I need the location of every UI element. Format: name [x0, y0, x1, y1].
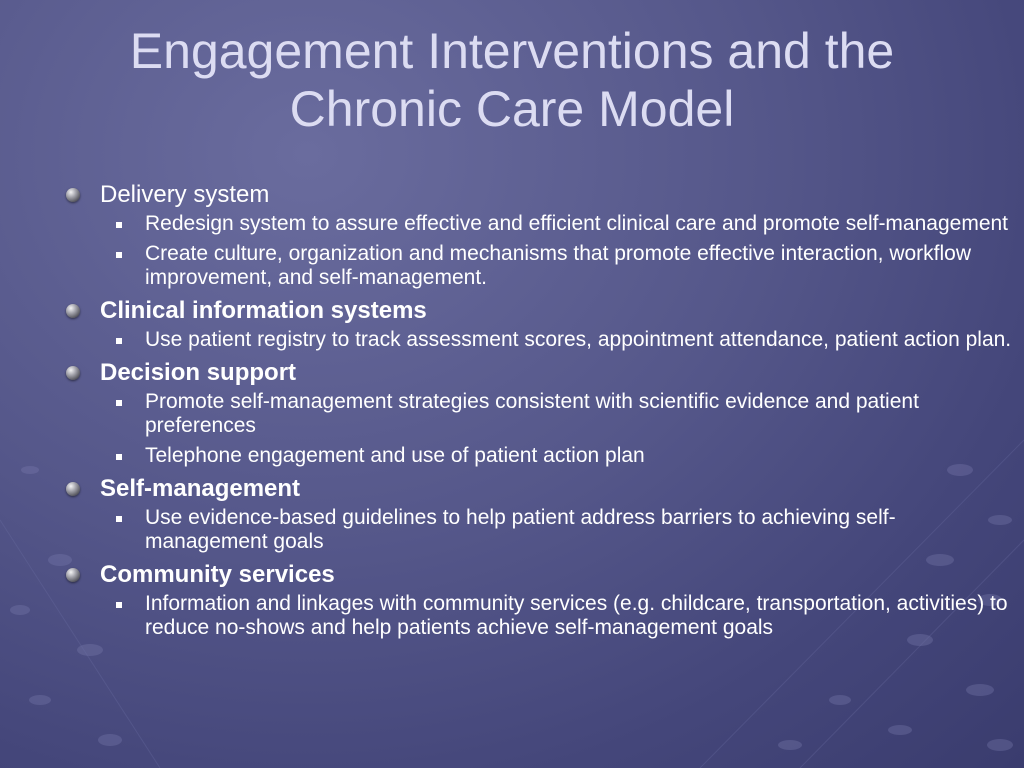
sub-bullet-item: [100, 212, 1012, 236]
sub-bullet-list: [100, 506, 1012, 554]
square-bullet-icon: [116, 252, 122, 258]
square-bullet-icon: [116, 602, 122, 608]
sub-bullet-text: Information and linkages with community services (e.g. childcare, transportation, activities) to reduce no-shows and help patients achieve self-management goals: [145, 592, 1008, 639]
slide-body: [62, 180, 1012, 646]
section-delivery-system: [62, 180, 1012, 290]
sub-bullet-text: Use evidence-based guidelines to help patient address barriers to achieving self-management goals: [145, 506, 896, 553]
sub-bullet-text: Telephone engagement and use of patient action plan: [145, 444, 645, 467]
square-bullet-icon: [116, 400, 122, 406]
sub-bullet-item: [100, 242, 1012, 290]
sub-bullet-item: [100, 592, 1012, 640]
sub-bullet-item: [100, 444, 1012, 468]
sphere-bullet-icon: [66, 188, 80, 202]
sub-bullet-text: Use patient registry to track assessment scores, appointment attendance, patient action plan.: [145, 328, 1012, 351]
section-community-services: [62, 560, 1012, 640]
square-bullet-icon: [116, 222, 122, 228]
section-heading: Self-management: [100, 475, 301, 502]
section-decision-support: [62, 358, 1012, 468]
sub-bullet-text: Promote self-management strategies consistent with scientific evidence and patient preferences: [145, 390, 919, 437]
title-line-2: Chronic Care Model: [289, 81, 735, 137]
section-self-management: [62, 474, 1012, 554]
bullet-list: [62, 180, 1012, 640]
sub-bullet-list: [100, 212, 1012, 290]
square-bullet-icon: [116, 516, 122, 522]
sub-bullet-list: [100, 390, 1012, 468]
section-heading: Delivery system: [100, 181, 270, 208]
sphere-bullet-icon: [66, 366, 80, 380]
sub-bullet-text: Create culture, organization and mechanisms that promote effective interaction, workflow improvement, and self-management.: [145, 242, 972, 289]
section-clinical-information-systems: [62, 296, 1012, 352]
sub-bullet-text: Redesign system to assure effective and efficient clinical care and promote self-management: [145, 212, 1009, 235]
sphere-bullet-icon: [66, 482, 80, 496]
sub-bullet-item: [100, 506, 1012, 554]
section-heading: Decision support: [100, 359, 297, 386]
sub-bullet-list: [100, 328, 1012, 352]
sub-bullet-list: [100, 592, 1012, 640]
section-heading: Clinical information systems: [100, 297, 427, 324]
sphere-bullet-icon: [66, 568, 80, 582]
slide-title: [0, 22, 1024, 138]
section-heading: Community services: [100, 561, 335, 588]
square-bullet-icon: [116, 338, 122, 344]
square-bullet-icon: [116, 454, 122, 460]
sub-bullet-item: [100, 328, 1012, 352]
title-line-1: Engagement Interventions and the: [129, 23, 895, 79]
sub-bullet-item: [100, 390, 1012, 438]
sphere-bullet-icon: [66, 304, 80, 318]
